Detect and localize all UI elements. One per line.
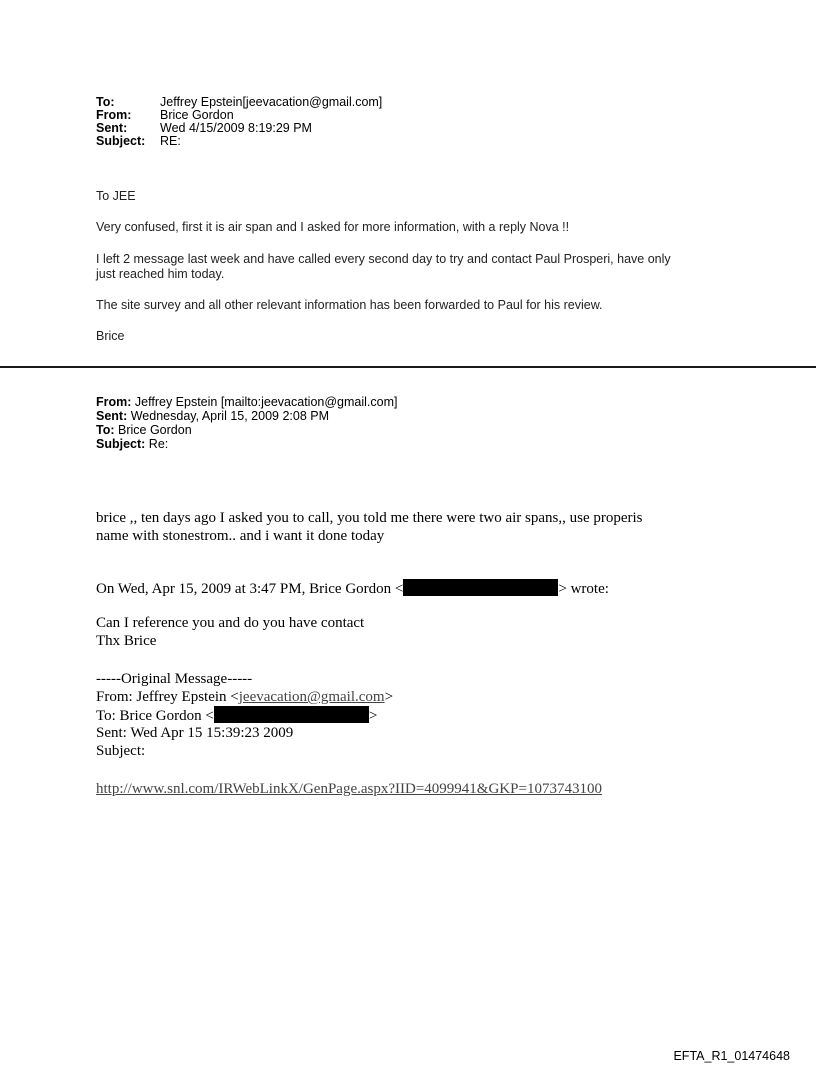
quoted-sent-label: Sent: (96, 409, 128, 423)
on-wrote-prefix: On Wed, Apr 15, 2009 at 3:47 PM, Brice Gordon < (96, 581, 404, 597)
header-to-row (96, 96, 382, 109)
quoted-body-line-2: name with stonestrom.. and i want it done today (96, 528, 385, 544)
sent-value: Wed 4/15/2009 8:19:29 PM (160, 121, 312, 135)
original-sent-line: Sent: Wed Apr 15 15:39:23 2009 (96, 725, 294, 741)
reply-signature: Brice (96, 329, 125, 343)
quoted-to-value: Brice Gordon (118, 423, 192, 437)
reply-paragraph-3: The site survey and all other relevant information has been forwarded to Paul for his review. (96, 298, 603, 312)
header-subject-row (96, 135, 382, 148)
quoted-email-header (96, 395, 397, 451)
reply-greeting: To JEE (96, 189, 136, 203)
quoted-subject-row (96, 437, 397, 451)
redaction-block (214, 706, 369, 723)
quoted-body-line-1: brice ,, ten days ago I asked you to call, you told me there were two air spans,, use properis (96, 510, 643, 526)
original-message-marker: -----Original Message----- (96, 671, 253, 687)
original-from-prefix: From: Jeffrey Epstein < (96, 689, 239, 705)
original-to-suffix: > (368, 708, 378, 724)
original-from-line (96, 688, 393, 706)
quoted-subject-label: Subject: (96, 437, 146, 451)
reply-paragraph-2 (96, 252, 671, 282)
on-wrote-suffix: > wrote: (558, 581, 609, 597)
from-value: Brice Gordon (160, 108, 234, 122)
quote-line-1: Can I reference you and do you have contact (96, 615, 365, 631)
quoted-to-label: To: (96, 423, 115, 437)
quoted-sent-value: Wednesday, April 15, 2009 2:08 PM (130, 409, 330, 423)
reply-paragraph-2-line-2: just reached him today. (96, 267, 225, 281)
from-label: From: (96, 108, 132, 122)
quoted-from-row (96, 395, 397, 409)
original-subject-line: Subject: (96, 743, 146, 759)
quoted-to-row (96, 423, 397, 437)
quote-line-2: Thx Brice (96, 633, 157, 649)
original-to-line (96, 706, 377, 725)
document-id: EFTA_R1_01474648 (673, 1049, 790, 1063)
separator-line (0, 366, 816, 368)
quoted-subject-value: Re: (148, 437, 169, 451)
original-from-suffix: > (384, 689, 394, 705)
url-link[interactable]: http://www.snl.com/IRWebLinkX/GenPage.aspx?IID=4099941&GKP=1073743100 (96, 781, 602, 797)
reply-paragraph-1: Very confused, first it is air span and I asked for more information, with a reply Nova !! (96, 220, 570, 234)
quoted-sent-row (96, 409, 397, 423)
subject-label: Subject: (96, 134, 146, 148)
email-link[interactable]: jeevacation@gmail.com (238, 689, 385, 705)
to-value: Jeffrey Epstein[jeevacation@gmail.com] (160, 95, 383, 109)
sent-label: Sent: (96, 121, 128, 135)
original-to-prefix: To: Brice Gordon < (96, 708, 214, 724)
quoted-from-label: From: (96, 395, 132, 409)
quoted-from-value: Jeffrey Epstein [mailto:jeevacation@gmail.com] (134, 395, 398, 409)
reply-paragraph-2-line-1: I left 2 message last week and have called every second day to try and contact Paul Prosperi, have only (96, 252, 671, 266)
email-header (96, 96, 382, 148)
subject-value: RE: (160, 134, 181, 148)
on-wrote-line (96, 579, 609, 598)
redaction-block (403, 579, 558, 596)
to-label: To: (96, 95, 115, 109)
